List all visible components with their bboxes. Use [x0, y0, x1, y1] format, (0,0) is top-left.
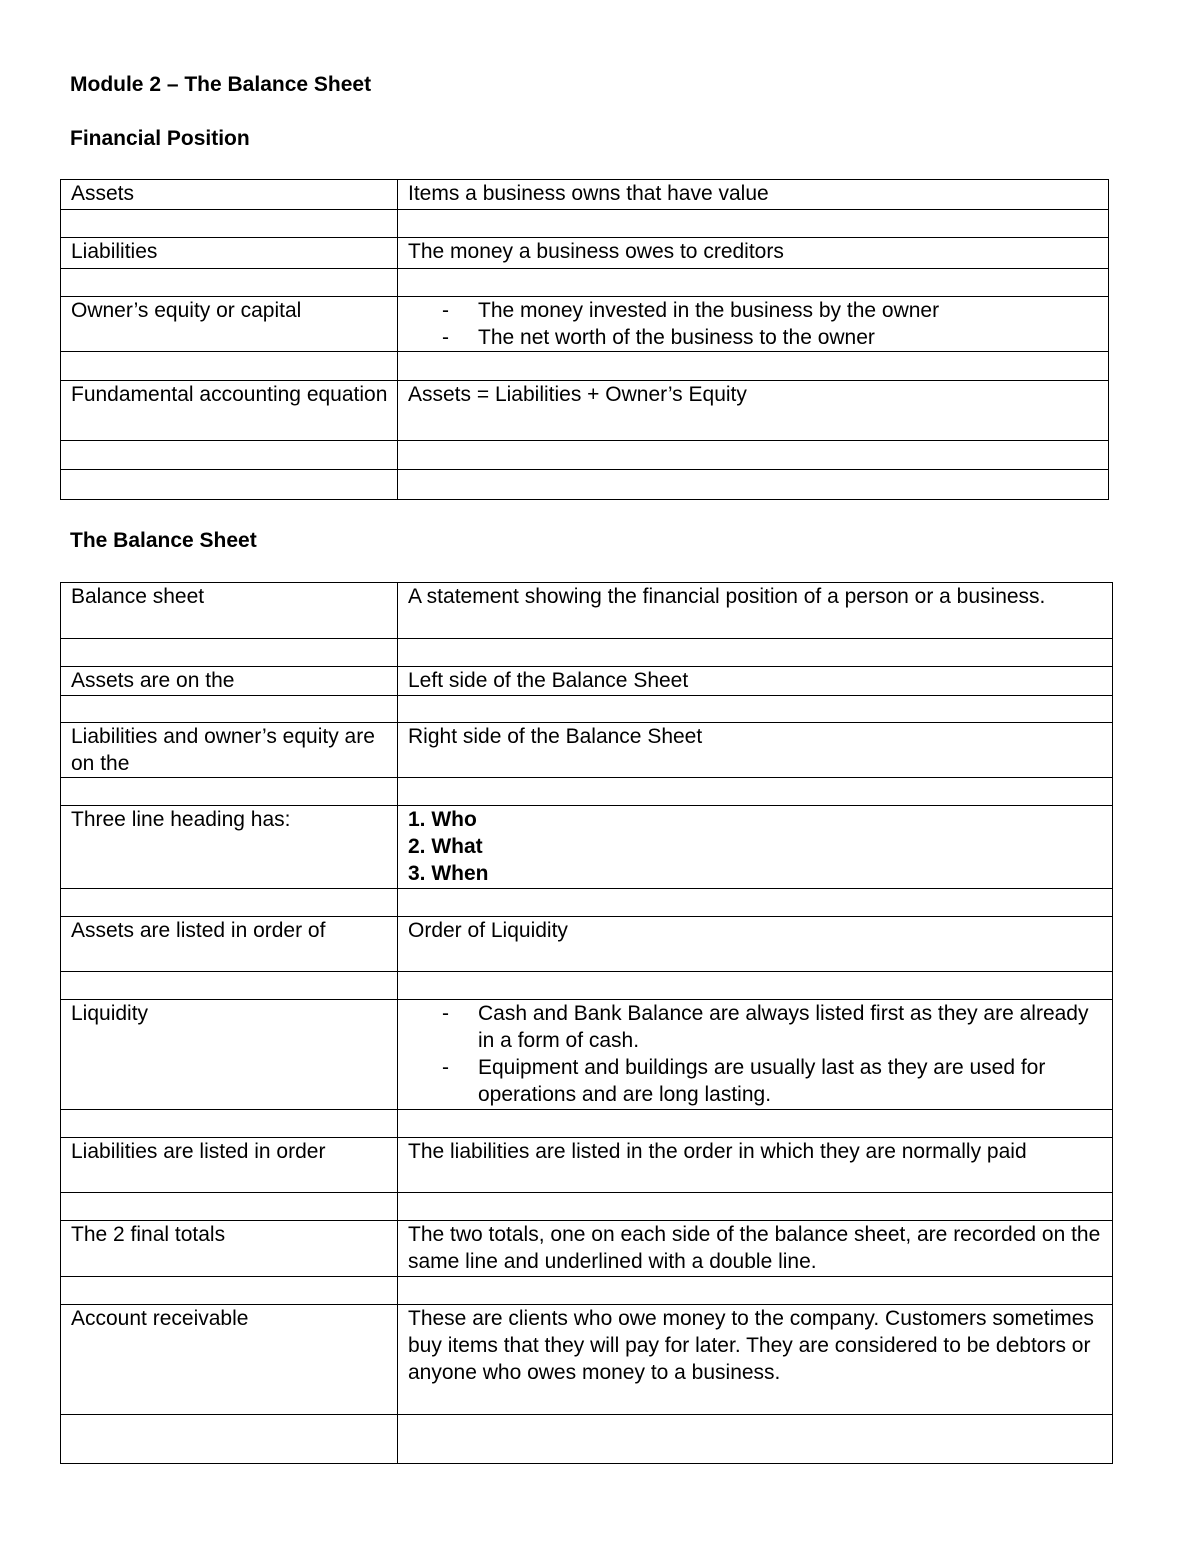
term-cell: Liabilities — [61, 238, 398, 269]
term-cell — [61, 889, 398, 917]
definition-cell — [398, 470, 1109, 500]
term-cell — [61, 269, 398, 297]
spacer-row — [61, 972, 1113, 1000]
term-cell: The 2 final totals — [61, 1221, 398, 1277]
term-cell: Liabilities and owner’s equity are on the — [61, 723, 398, 778]
balance-sheet-table-body — [61, 583, 1113, 1464]
term-cell — [61, 1277, 398, 1305]
spacer-row — [61, 1415, 1113, 1464]
definition-cell — [398, 778, 1113, 806]
definition-cell: Assets = Liabilities + Owner’s Equity — [398, 381, 1109, 441]
definition-cell — [398, 1110, 1113, 1138]
table-row — [61, 238, 1109, 269]
definition-cell — [398, 806, 1113, 889]
table-row — [61, 1221, 1113, 1277]
term-cell: Balance sheet — [61, 583, 398, 639]
dash-list — [408, 297, 1099, 351]
dash-list-item: - Equipment and buildings are usually last as they are used for operations and are long lasting. — [478, 1054, 1103, 1108]
spacer-row — [61, 210, 1109, 238]
definition-cell — [398, 352, 1109, 381]
term-cell: Assets — [61, 180, 398, 210]
table-row — [61, 806, 1113, 889]
spacer-row — [61, 352, 1109, 381]
table-row — [61, 917, 1113, 972]
spacer-row — [61, 889, 1113, 917]
term-cell: Fundamental accounting equation — [61, 381, 398, 441]
term-cell — [61, 470, 398, 500]
numbered-line: 3. When — [408, 862, 489, 885]
term-cell — [61, 1193, 398, 1221]
dash-list-item: - Cash and Bank Balance are always listed first as they are already in a form of cash. — [478, 1000, 1103, 1054]
definition-cell — [398, 210, 1109, 238]
table-row — [61, 1000, 1113, 1110]
definition-cell: The money a business owes to creditors — [398, 238, 1109, 269]
table-row — [61, 1138, 1113, 1193]
spacer-row — [61, 639, 1113, 667]
dash-list-item: - The net worth of the business to the owner — [478, 324, 1099, 351]
term-cell — [61, 210, 398, 238]
table-row — [61, 583, 1113, 639]
spacer-row — [61, 1193, 1113, 1221]
spacer-row — [61, 778, 1113, 806]
spacer-row — [61, 696, 1113, 723]
definition-cell — [398, 441, 1109, 470]
term-cell: Assets are listed in order of — [61, 917, 398, 972]
definition-cell — [398, 1000, 1113, 1110]
term-cell — [61, 696, 398, 723]
table-row — [61, 1305, 1113, 1415]
definition-cell — [398, 639, 1113, 667]
numbered-line: 1. Who — [408, 808, 477, 831]
definition-cell: The liabilities are listed in the order in which they are normally paid — [398, 1138, 1113, 1193]
section-heading-balance-sheet: The Balance Sheet — [70, 529, 257, 552]
dash-list-item: - The money invested in the business by the owner — [478, 297, 1099, 324]
term-cell — [61, 639, 398, 667]
spacer-row — [61, 441, 1109, 470]
spacer-row — [61, 1277, 1113, 1305]
definition-cell: These are clients who owe money to the company. Customers sometimes buy items that they will pay for later. They are considered to be debtors or anyone who owes money to a business. — [398, 1305, 1113, 1415]
numbered-line: 2. What — [408, 835, 483, 858]
term-cell — [61, 441, 398, 470]
term-cell: Liquidity — [61, 1000, 398, 1110]
financial-position-table — [60, 179, 1109, 500]
definition-cell: The two totals, one on each side of the balance sheet, are recorded on the same line and underlined with a double line. — [398, 1221, 1113, 1277]
table-row — [61, 297, 1109, 352]
page-title: Module 2 – The Balance Sheet — [70, 73, 372, 96]
definition-cell: A statement showing the financial position of a person or a business. — [398, 583, 1113, 639]
term-cell — [61, 972, 398, 1000]
term-cell: Owner’s equity or capital — [61, 297, 398, 352]
term-cell — [61, 1415, 398, 1464]
term-cell: Liabilities are listed in order — [61, 1138, 398, 1193]
term-cell — [61, 352, 398, 381]
table-row — [61, 381, 1109, 441]
term-cell — [61, 1110, 398, 1138]
definition-cell: Right side of the Balance Sheet — [398, 723, 1113, 778]
definition-cell: Left side of the Balance Sheet — [398, 667, 1113, 696]
balance-sheet-table — [60, 582, 1113, 1464]
table-row — [61, 180, 1109, 210]
definition-cell: Order of Liquidity — [398, 917, 1113, 972]
definition-cell — [398, 1415, 1113, 1464]
definition-cell — [398, 269, 1109, 297]
term-cell — [61, 778, 398, 806]
table-row — [61, 723, 1113, 778]
definition-cell — [398, 297, 1109, 352]
term-cell: Three line heading has: — [61, 806, 398, 889]
financial-position-table-body — [61, 180, 1109, 500]
definition-cell: Items a business owns that have value — [398, 180, 1109, 210]
definition-cell — [398, 972, 1113, 1000]
table-row — [61, 667, 1113, 696]
section-heading-financial-position: Financial Position — [70, 127, 250, 150]
term-cell: Assets are on the — [61, 667, 398, 696]
spacer-row — [61, 269, 1109, 297]
spacer-row — [61, 1110, 1113, 1138]
definition-cell — [398, 1193, 1113, 1221]
definition-cell — [398, 696, 1113, 723]
definition-cell — [398, 1277, 1113, 1305]
term-cell: Account receivable — [61, 1305, 398, 1415]
definition-cell — [398, 889, 1113, 917]
dash-list — [408, 1000, 1103, 1108]
spacer-row — [61, 470, 1109, 500]
